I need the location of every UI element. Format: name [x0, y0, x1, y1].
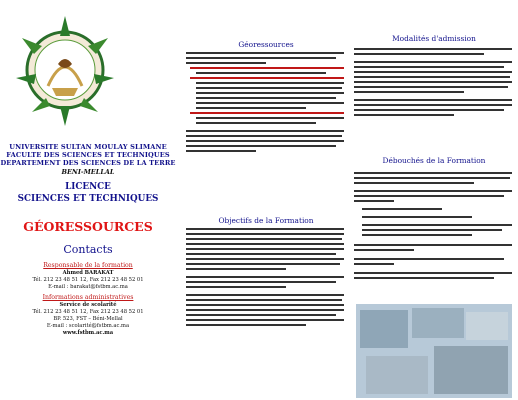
photo-collage	[356, 304, 512, 398]
responsable-tel: Tél. 212 23 48 51 12, Fax 212 23 48 52 01	[32, 277, 144, 283]
cover-column	[0, 0, 176, 400]
section-title-georessources: Géoressources	[238, 40, 294, 49]
info-web[interactable]: www.fstbm.ac.ma	[62, 330, 114, 336]
georessources-text-block	[186, 52, 346, 202]
section-title-debouches: Débouchés de la Formation	[382, 156, 486, 165]
licence-line2: SCIENCES ET TECHNIQUES	[17, 194, 159, 204]
objectifs-text-block	[186, 228, 346, 398]
info-tel: Tél. 212 23 48 51 12, Fax 212 23 48 52 01	[32, 309, 144, 315]
info-email[interactable]: E-mail : scolarité@fstbm.ac.ma	[46, 323, 130, 329]
photo-equipment	[466, 312, 508, 340]
photo-students	[434, 346, 508, 394]
responsable-name: Ahmed BARAKAT	[62, 270, 114, 276]
admission-text-block	[354, 48, 514, 148]
right-column	[354, 0, 514, 400]
department-name: DEPARTEMENT DES SCIENCES DE LA TERRE	[0, 159, 176, 167]
info-title: Informations administratives	[42, 294, 134, 301]
faculty-name: FACULTE DES SCIENCES ET TECHNIQUES	[6, 151, 170, 159]
city: BENI-MELLAL	[61, 168, 115, 176]
info-bp: BP. 523, FST – Béni-Mellal	[53, 316, 123, 322]
responsable-email[interactable]: E-mail : barakat@fstbm.ac.ma	[48, 284, 128, 290]
section-title-objectifs: Objectifs de la Formation	[218, 216, 314, 225]
photo-rock	[366, 356, 428, 394]
section-title-admission: Modalités d'admission	[392, 34, 476, 43]
responsable-title: Responsable de la formation	[43, 262, 133, 269]
photo-lab	[360, 310, 408, 348]
contacts-heading: Contacts	[63, 243, 113, 256]
program-title: GÉORESSOURCES	[23, 219, 153, 234]
university-logo	[8, 8, 122, 130]
debouches-text-block	[354, 172, 514, 312]
middle-column	[186, 0, 346, 400]
photo-people	[412, 308, 464, 338]
licence-line1: LICENCE	[65, 182, 111, 192]
info-service: Service de scolarité	[59, 302, 117, 308]
university-name: UNIVERSITE SULTAN MOULAY SLIMANE	[9, 143, 167, 151]
